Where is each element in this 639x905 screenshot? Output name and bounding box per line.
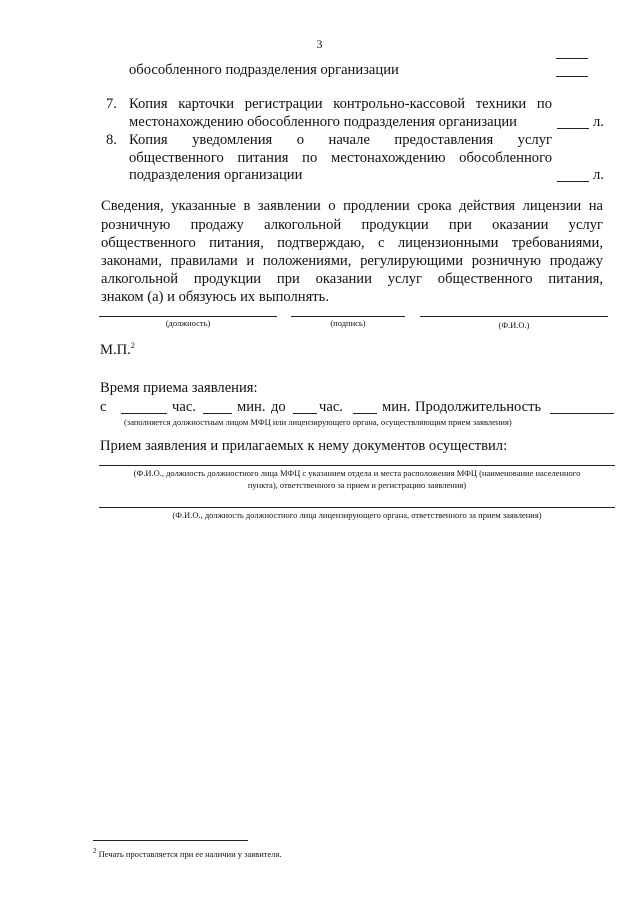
stamp-text: М.П. <box>100 341 131 358</box>
to-minute-field[interactable] <box>353 413 377 414</box>
footnote-separator <box>93 840 248 841</box>
confirmation-line-4: законами, правилами и положениями, регулирующими розничную продажу <box>101 253 603 269</box>
licensing-caption: (Ф.И.О., должность должностного лица лицензирующего органа, ответственного за прием заявления) <box>172 510 542 520</box>
reception-from-label: с <box>100 399 107 415</box>
from-hour-label: час. <box>172 399 196 415</box>
item8-sheets-blank[interactable] <box>557 181 589 182</box>
mfc-caption-line-1: (Ф.И.О., должность должностного лица МФЦ с указанием отдела и места расположения МФЦ (наименование населенного <box>133 468 581 478</box>
footnote <box>93 846 282 860</box>
position-caption: (должность) <box>165 318 211 328</box>
item8-number: 8. <box>106 132 117 148</box>
item6-sheets-blank-1[interactable] <box>556 58 588 59</box>
stamp-footnote-ref: 2 <box>130 341 135 350</box>
confirmation-line-3: общественного питания, подтверждаю, с лицензионными требованиями, <box>101 235 603 251</box>
acceptance-title: Прием заявления и прилагаемых к нему документов осуществил: <box>100 438 508 454</box>
duration-field[interactable] <box>550 413 614 414</box>
duration-label: Продолжительность <box>415 399 542 415</box>
item8-sheets-label: л. <box>593 167 604 183</box>
from-minute-field[interactable] <box>203 413 232 414</box>
item8-line2: общественного питания по местонахождению обособленного <box>129 150 552 166</box>
reception-time-note: (заполняется должностным лицом МФЦ или лицензирующего органа, осуществляющим прием заявления) <box>124 417 512 427</box>
name-caption: (Ф.И.О.) <box>498 320 530 330</box>
position-signature-line[interactable] <box>99 316 277 317</box>
from-hour-field[interactable] <box>121 413 167 414</box>
from-minute-label: мин. <box>237 399 266 415</box>
signature-caption: (подпись) <box>330 318 366 328</box>
stamp-label <box>100 337 135 359</box>
to-hour-field[interactable] <box>293 413 317 414</box>
reception-time-title: Время приема заявления: <box>100 380 258 396</box>
item8-line1: Копия уведомления о начале предоставления услуг <box>129 132 552 148</box>
mfc-caption-line-2: пункта), ответственного за прием и регистрацию заявления) <box>247 480 467 490</box>
item6-tail-text: обособленного подразделения организации <box>129 62 399 78</box>
confirmation-line-2: розничную продажу алкогольной продукции при оказании услуг <box>101 217 603 233</box>
confirmation-line-1: Сведения, указанные в заявлении о продлении срока действия лицензии на <box>101 198 603 214</box>
confirmation-last-line: знаком (а) и обязуюсь их выполнять. <box>101 289 329 305</box>
signature-line[interactable] <box>291 316 405 317</box>
to-minute-label: мин. <box>382 399 411 415</box>
mfc-official-line[interactable] <box>99 465 615 466</box>
name-signature-line[interactable] <box>420 316 608 317</box>
confirmation-line-5: алкогольной продукции при оказании услуг общественного питания, <box>101 271 603 287</box>
footnote-number: 2 <box>93 847 97 855</box>
item6-sheets-blank-2[interactable] <box>556 76 588 77</box>
reception-to-label: до <box>271 399 286 415</box>
item7-number: 7. <box>106 96 117 112</box>
footnote-text: Печать проставляется при ее наличии у заявителя. <box>98 848 282 859</box>
to-hour-label: час. <box>319 399 343 415</box>
licensing-official-line[interactable] <box>99 507 615 508</box>
page-number: 3 <box>316 37 323 51</box>
item7-sheets-label: л. <box>593 114 604 130</box>
item7-sheets-blank[interactable] <box>557 128 589 129</box>
item7-line2: местонахождению обособленного подразделения организации <box>129 114 517 130</box>
item7-line1: Копия карточки регистрации контрольно-кассовой техники по <box>129 96 552 112</box>
item8-line3: подразделения организации <box>129 167 303 183</box>
